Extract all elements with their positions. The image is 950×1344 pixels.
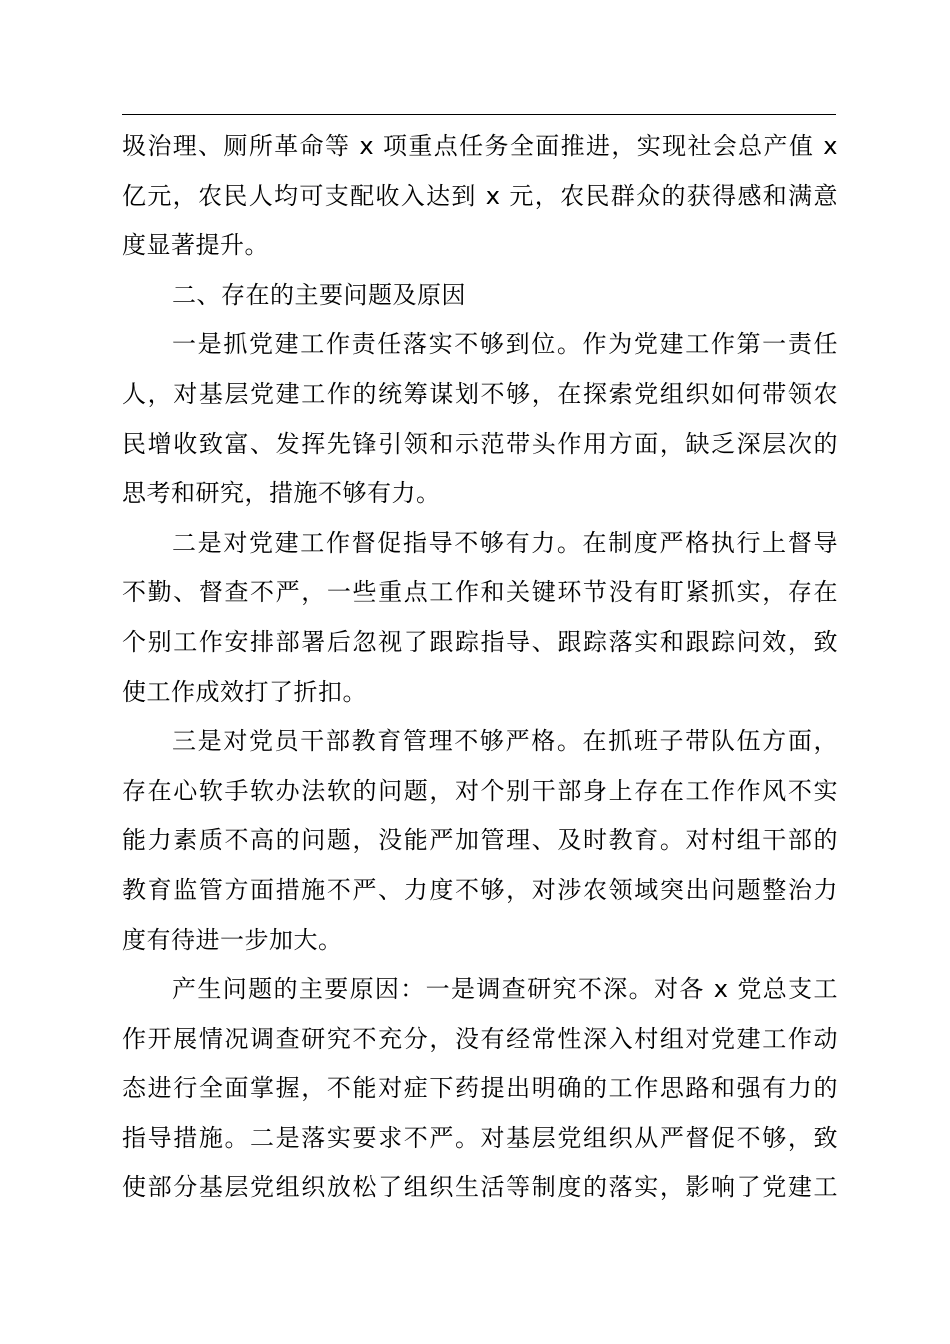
text-line: 度有待进一步加大。 (122, 925, 343, 954)
section-heading: 二、存在的主要问题及原因 (172, 280, 466, 309)
text-line: 不勤、督查不严，一些重点工作和关键环节没有盯紧抓实，存在 (122, 578, 838, 607)
text-line: 指导措施。二是落实要求不严。对基层党组织从严督促不够，致 (122, 1123, 838, 1152)
header-rule (122, 114, 836, 115)
text-line: 存在心软手软办法软的问题，对个别干部身上存在工作作风不实 (122, 776, 838, 805)
text-line: 个别工作安排部署后忽视了跟踪指导、跟踪落实和跟踪问效，致 (122, 627, 838, 656)
text-line: 能力素质不高的问题，没能严加管理、及时教育。对村组干部的 (122, 826, 838, 855)
text-line: 二是对党建工作督促指导不够有力。在制度严格执行上督导 (172, 528, 838, 557)
document-body (122, 122, 838, 1213)
text-line: 使工作成效打了折扣。 (122, 677, 367, 706)
text-line: 民增收致富、发挥先锋引领和示范带头作用方面，缺乏深层次的 (122, 429, 838, 458)
text-line: 使部分基层党组织放松了组织生活等制度的落实，影响了党建工 (122, 1173, 838, 1202)
text-line: 亿元，农民人均可支配收入达到 x 元，农民群众的获得感和满意 (122, 181, 838, 210)
text-line: 一是抓党建工作责任落实不够到位。作为党建工作第一责任 (172, 330, 838, 359)
text-line: 产生问题的主要原因：一是调查研究不深。对各 x 党总支工 (172, 975, 838, 1004)
text-line: 人，对基层党建工作的统筹谋划不够，在探索党组织如何带领农 (122, 379, 838, 408)
text-line: 教育监管方面措施不严、力度不够，对涉农领域突出问题整治力 (122, 875, 838, 904)
text-line: 思考和研究，措施不够有力。 (122, 479, 441, 508)
text-line: 作开展情况调查研究不充分，没有经常性深入村组对党建工作动 (122, 1024, 838, 1053)
text-line: 圾治理、厕所革命等 x 项重点任务全面推进，实现社会总产值 x (122, 132, 838, 160)
text-line: 三是对党员干部教育管理不够严格。在抓班子带队伍方面， (172, 727, 838, 756)
text-line: 态进行全面掌握，不能对症下药提出明确的工作思路和强有力的 (122, 1074, 838, 1103)
text-line: 度显著提升。 (122, 231, 269, 260)
